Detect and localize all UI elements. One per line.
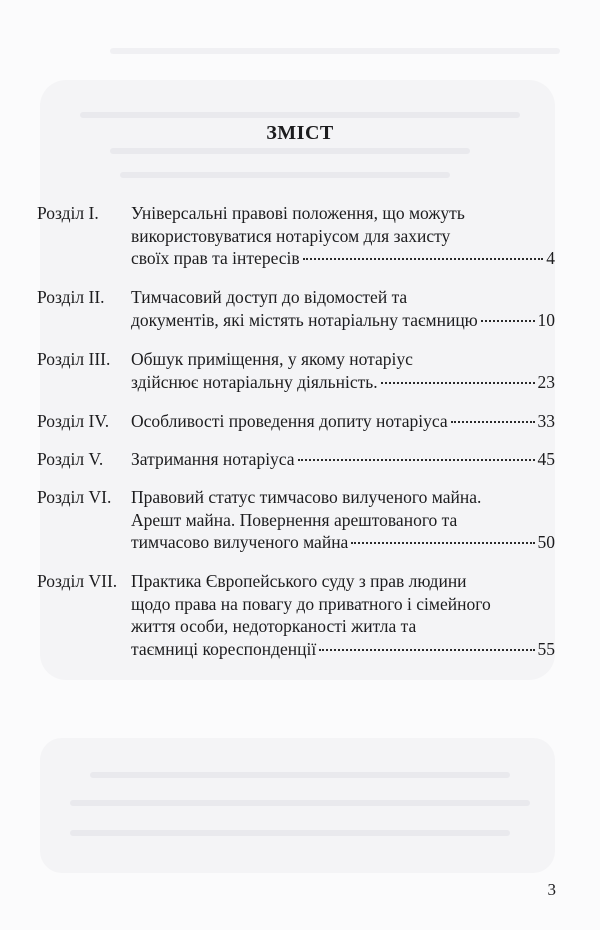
bleed-through-line bbox=[90, 772, 510, 778]
dot-leader bbox=[298, 458, 535, 461]
chapter-page-number[interactable]: 55 bbox=[537, 638, 555, 659]
chapter-title-text: своїх прав та інтересів bbox=[131, 248, 300, 268]
chapter-title-line: Арешт майна. Повернення арештованого та bbox=[131, 509, 458, 530]
bleed-through-line bbox=[120, 172, 450, 178]
chapter-title-last-line bbox=[131, 638, 555, 661]
chapter-label: Розділ I. bbox=[37, 203, 99, 223]
bleed-through-line bbox=[70, 830, 510, 836]
chapter-label: Розділ V. bbox=[37, 449, 104, 469]
chapter-title-last-line bbox=[131, 448, 555, 471]
chapter-title bbox=[131, 570, 555, 660]
page-number: 3 bbox=[547, 880, 556, 899]
dot-leader bbox=[319, 648, 534, 651]
chapter-title-line: щодо права на повагу до приватного і сімейного bbox=[131, 593, 491, 614]
chapter-page-number[interactable]: 50 bbox=[537, 532, 555, 552]
dot-leader bbox=[303, 257, 544, 260]
chapter-label: Розділ IV. bbox=[37, 411, 110, 431]
bleed-through-line bbox=[110, 148, 470, 154]
chapter-title bbox=[131, 348, 555, 393]
chapter-title-last-line bbox=[131, 531, 555, 554]
chapter-title-last-line bbox=[131, 371, 555, 394]
chapter-title bbox=[131, 286, 555, 331]
bleed-through-header bbox=[110, 48, 560, 54]
chapter-page-number[interactable]: 10 bbox=[537, 309, 555, 330]
chapter-page-number[interactable]: 23 bbox=[537, 371, 555, 392]
chapter-title-last-line bbox=[131, 247, 555, 270]
chapter-title-text: Особливості проведення допиту нотаріуса bbox=[131, 411, 448, 431]
chapter-page-number[interactable]: 33 bbox=[537, 411, 555, 431]
dot-leader bbox=[381, 381, 535, 384]
chapter-title-line: Практика Європейського суду з прав людини bbox=[131, 571, 467, 591]
chapter-title-line: використовуватися нотаріусом для захисту bbox=[131, 225, 451, 246]
dot-leader bbox=[481, 319, 535, 322]
chapter-title-text: документів, які містять нотаріальну таємницю bbox=[131, 309, 478, 330]
chapter-page-number[interactable]: 45 bbox=[537, 449, 555, 469]
bleed-through-line bbox=[80, 112, 520, 118]
bleed-through-line bbox=[70, 800, 530, 806]
chapter-title-line: Універсальні правові положення, що можуть bbox=[131, 203, 465, 223]
chapter-title-line: Правовий статус тимчасово вилученого майна. bbox=[131, 487, 482, 507]
chapter-title-text: тимчасово вилученого майна bbox=[131, 532, 349, 552]
chapter-label: Розділ VII. bbox=[37, 571, 118, 591]
chapter-page-number[interactable]: 4 bbox=[546, 248, 555, 268]
chapter-title-line: Обшук приміщення, у якому нотаріус bbox=[131, 349, 413, 369]
chapter-label: Розділ II. bbox=[37, 287, 105, 307]
chapter-title bbox=[131, 410, 555, 433]
toc-title: ЗМІСТ bbox=[266, 122, 334, 144]
chapter-title-line: Тимчасовий доступ до відомостей та bbox=[131, 287, 408, 307]
dot-leader bbox=[451, 420, 535, 423]
chapter-title-line: життя особи, недоторканості житла та bbox=[131, 616, 417, 636]
chapter-title bbox=[131, 486, 555, 554]
chapter-title-text: Затримання нотаріуса bbox=[131, 449, 295, 469]
chapter-title-text: таємниці кореспонденції bbox=[131, 638, 317, 659]
dot-leader bbox=[351, 541, 534, 544]
chapter-label: Розділ III. bbox=[37, 349, 111, 369]
chapter-label: Розділ VI. bbox=[37, 487, 112, 507]
chapter-title-last-line bbox=[131, 410, 555, 433]
chapter-title-text: здійснює нотаріальну діяльність. bbox=[131, 371, 378, 392]
chapter-title bbox=[131, 202, 555, 270]
chapter-title-last-line bbox=[131, 309, 555, 332]
chapter-title bbox=[131, 448, 555, 471]
